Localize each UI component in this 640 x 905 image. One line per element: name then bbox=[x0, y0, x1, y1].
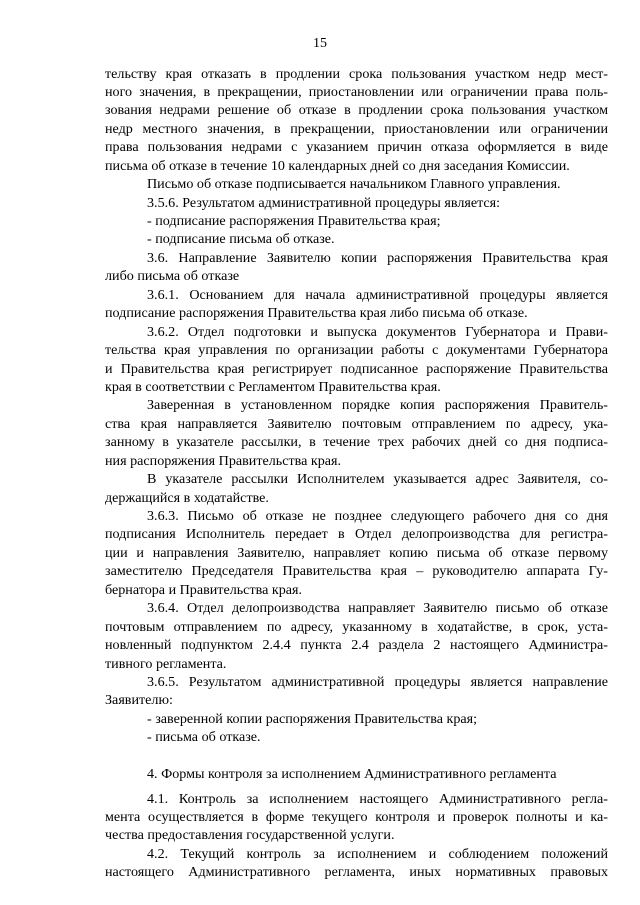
text-line: 4.1. Контроль за исполнением настоящего Административного регла- bbox=[147, 790, 608, 807]
text-line: тельства края управления по организации работы с документами Губернатора bbox=[105, 342, 608, 359]
paragraph bbox=[105, 599, 608, 673]
text-line: подписание распоряжения Правительства края либо письма об отказе. bbox=[105, 305, 528, 322]
text-line: письма об отказе в течение 10 календарных дней со дня заседания Комиссии. bbox=[105, 157, 570, 174]
paragraphs-after-heading bbox=[105, 790, 608, 882]
text-line: - подписание распоряжения Правительства края; bbox=[147, 213, 441, 229]
text-line: мента осуществляется в форме текущего контроля и проверок полноты и ка- bbox=[105, 809, 608, 825]
paragraph bbox=[105, 790, 608, 845]
text-line: тивного регламента. bbox=[105, 655, 227, 672]
text-line: заместителю Председателя Правительства края – руководителю аппарата Гу- bbox=[105, 563, 608, 580]
text-line: 3.6.4. Отдел делопроизводства направляет Заявителю письмо об отказе bbox=[147, 600, 608, 617]
paragraphs-before-heading bbox=[105, 65, 608, 747]
paragraph bbox=[105, 323, 608, 397]
text-line: либо письма об отказе bbox=[105, 268, 240, 285]
text-line: - заверенной копии распоряжения Правительства края; bbox=[147, 710, 478, 727]
text-line: - письма об отказе. bbox=[147, 729, 261, 746]
text-line: 4.2. Текущий контроль за исполнением и соблюдением положений bbox=[147, 845, 608, 862]
text-line: недр местного значения, в прекращении, приостановлении или ограничении bbox=[105, 120, 608, 137]
text-line: края в соответствии с Регламентом Правительства края. bbox=[105, 378, 441, 395]
paragraph bbox=[105, 249, 608, 286]
text-line: - подписание письма об отказе. bbox=[147, 231, 335, 248]
text-line: держащийся в ходатайстве. bbox=[105, 489, 269, 506]
text-line: 3.6.2. Отдел подготовки и выпуска документов Губернатора и Прави- bbox=[147, 323, 608, 340]
text-line: занному в указателе рассылки, в течение трех рабочих дней со дня подписа- bbox=[105, 434, 608, 451]
paragraph bbox=[105, 710, 608, 728]
text-line: Письмо об отказе подписывается начальником Главного управления. bbox=[147, 176, 561, 193]
text-line: зования недрами решение об отказе в продлении срока пользования участком bbox=[105, 102, 608, 119]
text-line: тельству края отказать в продлении срока пользования участком недр мест- bbox=[105, 65, 608, 82]
text-line: почтовым отправлением по адресу, указанному в ходатайстве, в срок, уста- bbox=[105, 618, 608, 635]
text-line: Заявителю: bbox=[105, 692, 173, 709]
text-line: 3.5.6. Результатом административной процедуры является: bbox=[147, 194, 501, 211]
text-line: В указателе рассылки Исполнителем указывается адрес Заявителя, со- bbox=[147, 471, 608, 488]
paragraph bbox=[105, 728, 608, 746]
blank-line bbox=[105, 747, 608, 765]
text-line: 3.6.1. Основанием для начала административной процедуры является bbox=[147, 286, 608, 303]
text-line: новленный подпунктом 2.4.4 пункта 2.4 раздела 2 настоящего Администра- bbox=[105, 637, 608, 654]
paragraph bbox=[105, 286, 608, 323]
document-body bbox=[105, 65, 608, 882]
paragraph bbox=[105, 507, 608, 599]
paragraph bbox=[105, 175, 608, 193]
page-number: 15 bbox=[313, 36, 327, 51]
text-line: ния распоряжения Правительства края. bbox=[105, 452, 342, 469]
section-heading: 4. Формы контроля за исполнением Административного регламента bbox=[147, 766, 557, 783]
text-line: 3.6.5. Результатом административной процедуры является направление bbox=[147, 673, 608, 690]
paragraph bbox=[105, 396, 608, 470]
paragraph bbox=[105, 212, 608, 230]
text-line: ства края направляется Заявителю почтовым отправлением по адресу, ука- bbox=[105, 415, 608, 432]
text-line: права пользования недрами с указанием причин отказа оформляется в виде bbox=[105, 139, 608, 156]
text-line: бернатора и Правительства края. bbox=[105, 581, 303, 598]
text-line: ции и направления Заявителю, направляет копию письма об отказе первому bbox=[105, 544, 608, 561]
text-line: настоящего Административного регламента, иных нормативных правовых bbox=[105, 864, 608, 881]
text-line: подписания Исполнитель передает в Отдел делопроизводства для регистра- bbox=[105, 526, 608, 543]
text-line: 3.6.3. Письмо об отказе не позднее следующего рабочего дня со дня bbox=[147, 508, 608, 524]
paragraph bbox=[105, 845, 608, 882]
text-line: 3.6. Направление Заявителю копии распоряжения Правительства края bbox=[147, 249, 608, 266]
paragraph bbox=[105, 194, 608, 212]
text-line: ного значения, в прекращении, приостановлении или ограничении права поль- bbox=[105, 83, 608, 100]
paragraph bbox=[105, 470, 608, 507]
text-line: и Правительства края регистрирует подписанное распоряжение Правительства bbox=[105, 360, 608, 377]
text-line: чества предоставления государственной услуги. bbox=[105, 827, 395, 844]
text-line: Заверенная в установленном порядке копия распоряжения Правитель- bbox=[147, 397, 608, 414]
paragraph bbox=[105, 230, 608, 248]
paragraph bbox=[105, 65, 608, 176]
paragraph bbox=[105, 673, 608, 710]
